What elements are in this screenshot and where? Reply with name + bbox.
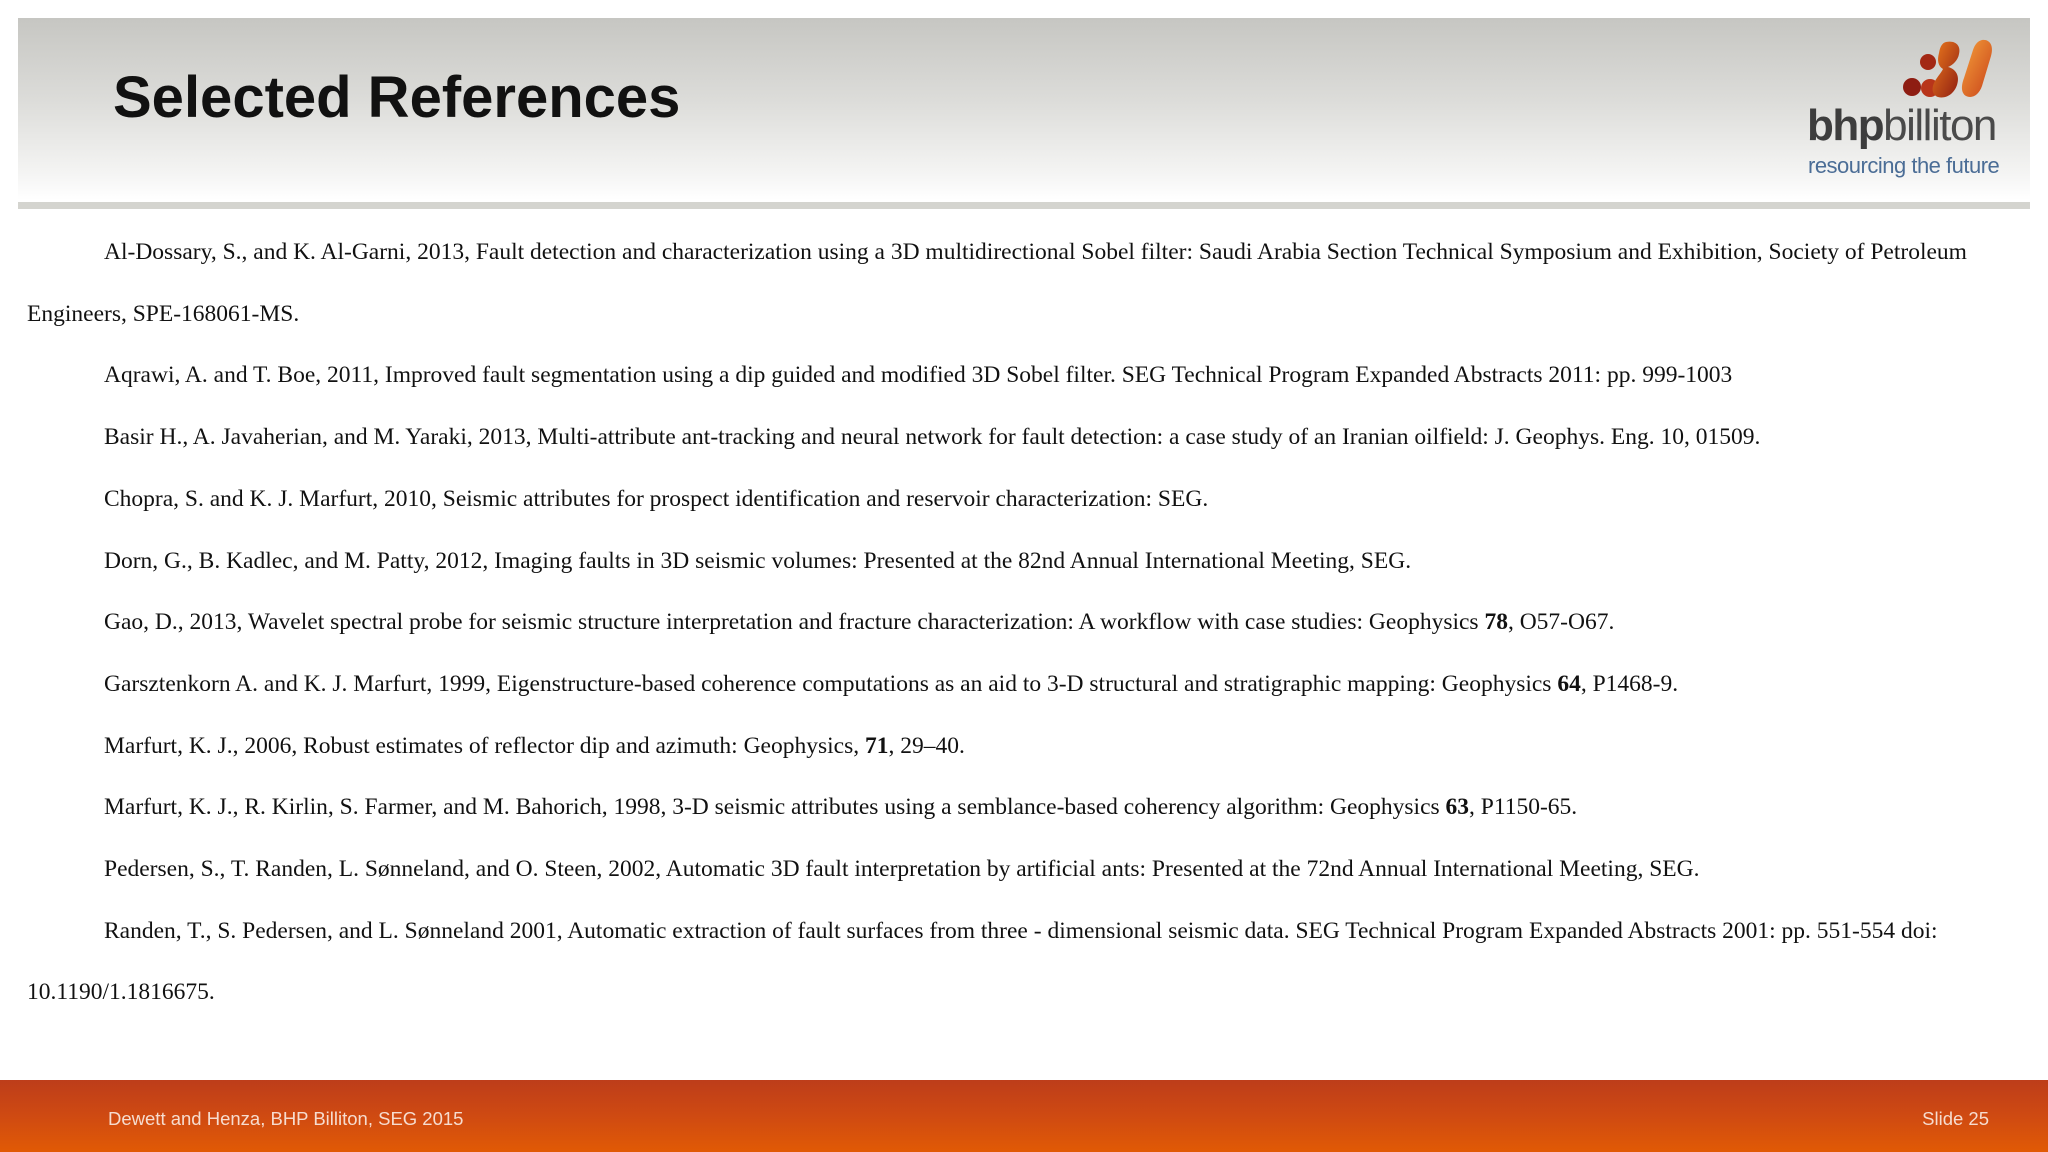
reference-item: Basir H., A. Javaherian, and M. Yaraki, 2013, Multi-attribute ant-tracking and neural network for fault detection: a case study of an Iranian oilfield: J. Geophys. Eng. 10, 01509. [104,424,1761,451]
volume-number: 63 [1445,794,1470,821]
reference-item: Chopra, S. and K. J. Marfurt, 2010, Seismic attributes for prospect identification and reservoir characterization: SEG. [104,485,1209,512]
reference-item: Randen, T., S. Pedersen, and L. Sønneland 2001, Automatic extraction of fault surfaces from three ‐ dimensional seismic data. SEG Technical Program Expanded Abstracts 2001: pp. 551-554 doi: 10.1190/1.1816675. [27,917,1938,1006]
logo-mark-icon [1800,36,2000,106]
reference-item: Marfurt, K. J., R. Kirlin, S. Farmer, and M. Bahorich, 1998, 3-D seismic attributes using a semblance-based coherency algorithm: Geophysics 63, P1150-65. [104,794,1578,821]
footer-credit: Dewett and Henza, BHP Billiton, SEG 2015 [108,1108,464,1129]
reference-item: Dorn, G., B. Kadlec, and M. Patty, 2012, Imaging faults in 3D seismic volumes: Presented at the 82nd Annual International Meeting, SEG. [104,547,1412,574]
footer-bar [0,1080,2048,1152]
volume-number: 64 [1557,670,1581,697]
reference-list [27,222,2017,1024]
title-divider [18,202,2030,209]
slide-title: Selected References [113,65,681,130]
logo-wordmark: bhpbilliton [1807,101,1996,150]
reference-item: Pedersen, S., T. Randen, L. Sønneland, and O. Steen, 2002, Automatic 3D fault interpretation by artificial ants: Presented at the 72nd Annual International Meeting, SEG. [104,856,1700,883]
bhp-billiton-logo [1800,36,2000,186]
reference-item: Al-Dossary, S., and K. Al-Garni, 2013, Fault detection and characterization using a 3D multidirectional Sobel filter: Saudi Arabia Section Technical Symposium and Exhibition, Society of Petroleum Engineers, SPE-168061-MS. [27,239,1967,327]
volume-number: 71 [865,732,889,759]
reference-item: Marfurt, K. J., 2006, Robust estimates of reflector dip and azimuth: Geophysics, 71, 29–40. [104,732,965,759]
volume-number: 78 [1484,609,1508,636]
reference-item: Gao, D., 2013, Wavelet spectral probe for seismic structure interpretation and fracture characterization: A workflow with case studies: Geophysics 78, O57-O67. [104,609,1615,636]
reference-item: Aqrawi, A. and T. Boe, 2011, Improved fault segmentation using a dip guided and modified 3D Sobel filter. SEG Technical Program Expanded Abstracts 2011: pp. 999-1003 [104,362,1733,389]
reference-item: Garsztenkorn A. and K. J. Marfurt, 1999, Eigenstructure-based coherence computations as an aid to 3-D structural and stratigraphic mapping: Geophysics 64, P1468-9. [104,670,1679,697]
slide-number: Slide 25 [1922,1108,1989,1129]
logo-tagline: resourcing the future [1808,153,2000,178]
